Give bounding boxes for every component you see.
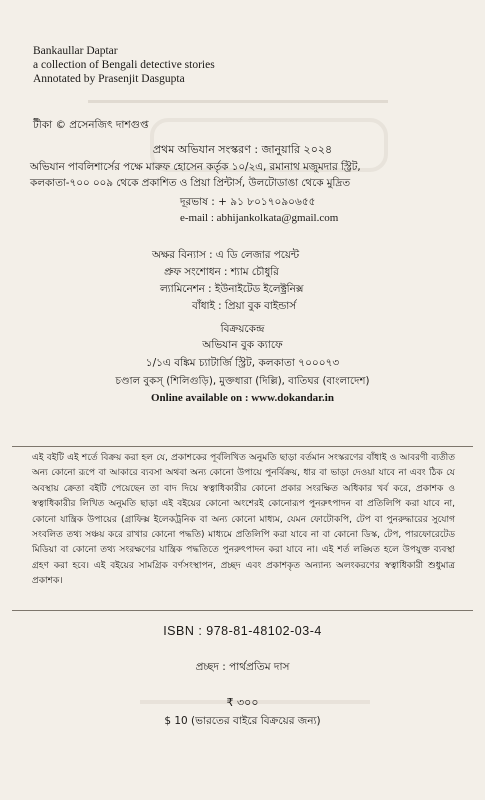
annotator-english: Annotated by Prasenjit Dasgupta [33, 73, 185, 85]
price-usd: $ 10 (ভারতের বাইরে বিক্রয়ের জন্য) [164, 715, 321, 727]
cover-credit: প্রচ্ছদ : পার্থপ্রতিম দাস [195, 661, 290, 673]
annotation-credit: টীকা © প্রসেনজিৎ দাশগুপ্ত [33, 119, 149, 131]
book-title-english: Bankaullar Daptar [33, 45, 118, 57]
phone: দূরভাষ : + ৯১ ৮০১৭০৯০৬৫৫ [180, 196, 316, 208]
publisher-line-1: অভিযান পাবলিশার্সের পক্ষে মারুফ হোসেন কর্তৃক ১০/২এ, রমানাথ মজুমদার স্ট্রিট, [30, 161, 361, 173]
credit-lamination: ল্যামিনেশন : ইউনাইটেড ইলেক্ট্রনিক্স [160, 283, 304, 295]
credit-typesetting: অক্ষর বিন্যাস : এ ডি লেজার পয়েন্ট [152, 249, 299, 261]
sales-heading: বিক্রয়কেন্দ্র [220, 323, 265, 335]
divider [12, 610, 473, 611]
copyright-notice: এই বইটি এই শর্তে বিক্রয় করা হল যে, প্রকাশকের পূর্বলিখিত অনুমতি ছাড়া বর্তমান সংস্করণের বাঁধাই ও আবরণী ব্যতীত অন্য কোনো রূপে বা আকারে ব্যবসা অথবা অন্য কোনো উপায়ে পুনর্বিক্রয়, ধার বা ভাড়া দেওয়া যাবে না এবং ঠিক যে অবস্থায় ক্রেতা বইটি পেয়েছেন তা বাদ দিয়ে স্বত্বাধিকারীর কোনো প্রকার সংরক্ষিত অধিকার খর্ব করে, প্রকাশক ও স্বত্বাধিকারীর লিখিত অনুমতি ছাড়া এই বইয়ের কোনো অংশেরই কোনোরূপ পুনরুৎপাদন বা প্রতিলিপি করা যাবে না, কোনো যান্ত্রিক উপায়ের (গ্রাফিক্স ইলেকট্রনিক বা অন্য কোনো মাধ্যম, যেমন ফোটোকপি, টেপ বা পুনরুদ্ধারের সুযোগ সংবলিত তথ্য সঞ্চয় করে রাখার কোনো পদ্ধতি) মাধ্যমে প্রতিলিপি করা যাবে না বা কোনো ডিস্ক, টেপ, পারফোরেটেড মিডিয়া বা কোনো তথ্য সংরক্ষণের যান্ত্রিক পদ্ধতিতে পুনরুৎপাদন করা যাবে না। এই শর্ত লঙ্ঘিত হলে উপযুক্ত ব্যবস্থা গ্রহণ করা হবে। এই বইয়ের সামগ্রিক বর্ণসংস্থাপন, প্রচ্ছদ এবং প্রকাশকৃত অন্যান্য অলংকরণের স্বত্বাধিকারী শুধুমাত্র প্রকাশক। [32, 453, 455, 587]
show-through-shape [88, 100, 388, 113]
credit-binding: বাঁধাই : প্রিয়া বুক বাইন্ডার্স [192, 300, 297, 312]
sales-store: অভিযান বুক ক্যাফে [202, 339, 283, 351]
divider [12, 446, 473, 447]
online-availability: Online available on : www.dokandar.in [151, 392, 334, 404]
email: e-mail : abhijankolkata@gmail.com [180, 212, 339, 224]
price-inr: ₹ ৩০০ [226, 696, 259, 709]
book-subtitle-english: a collection of Bengali detective stories [33, 59, 215, 71]
publisher-line-2: কলকাতা-৭০০ ০০৯ থেকে প্রকাশিত ও প্রিয়া প্রিন্টার্স, উলটোডাঙা থেকে মুদ্রিত [30, 177, 350, 189]
sales-address: ১/১এ বঙ্কিম চ্যাটার্জি স্ট্রিট, কলকাতা ৭০০০৭৩ [145, 357, 340, 369]
credit-proof: প্রুফ সংশোধন : শ্যাম চৌধুরি [164, 266, 279, 278]
isbn: ISBN : 978-81-48102-03-4 [163, 624, 322, 638]
first-edition: প্রথম অভিযান সংস্করণ : জানুয়ারি ২০২৪ [152, 143, 333, 156]
sales-other-outlets: চণ্ডাল বুকস্ (শিলিগুড়ি), মুক্তধারা (দিল্লি), বাতিঘর (বাংলাদেশ) [115, 376, 370, 387]
